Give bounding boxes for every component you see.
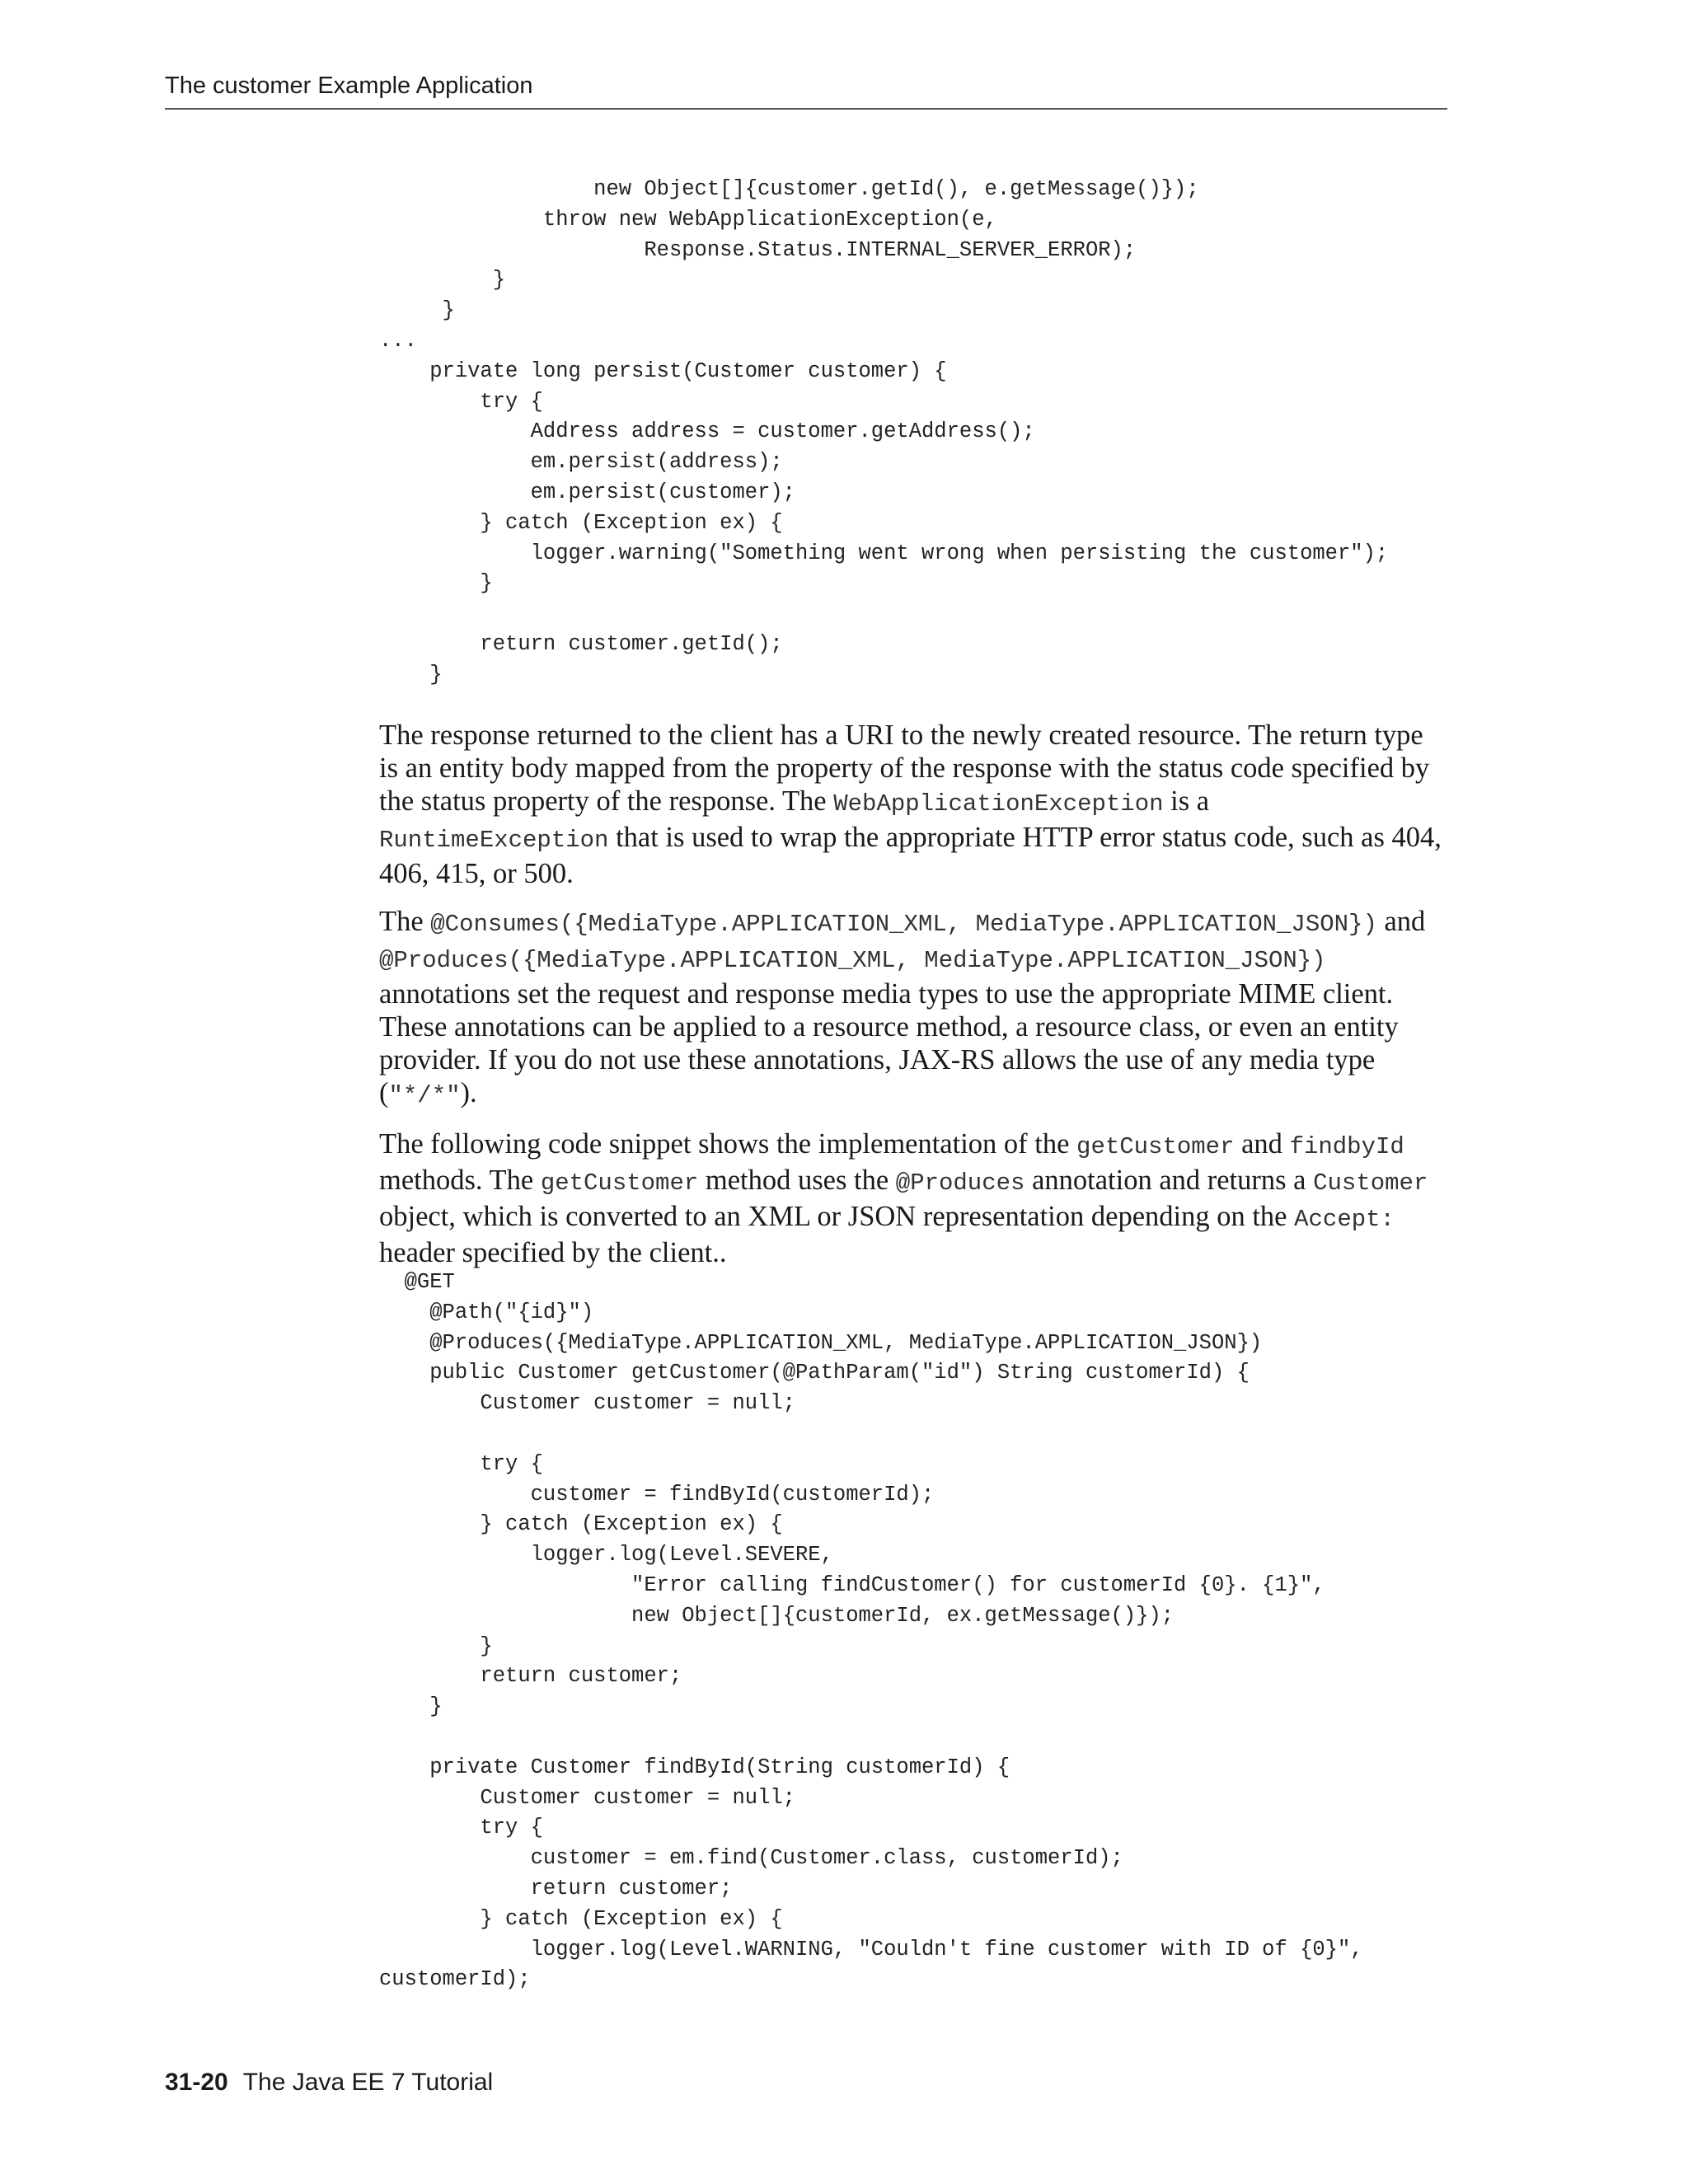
inline-code: "*/*": [388, 1082, 461, 1109]
inline-code: Accept:: [1294, 1206, 1395, 1233]
code-block-persist: new Object[]{customer.getId(), e.getMessage()}); throw new WebApplicationException(e, Response.Status.INTERNAL_SERVER_ERROR); } } ... private long persist(Customer customer) { try { Address address = customer.getAddress(); em.persist(address); em.persist(customer); } catch (Exception ex) { logger.warning("Something went wrong when persisting the customer"); } return customer.getId(); }: [379, 177, 1389, 687]
paragraph-snippet-intro: The following code snippet shows the implementation of the getCustomer and findbyId methods. The getCustomer method uses the @Produces annotation and returns a Customer object, which is converted to an XML or JSON representation depending on the Accept: header specified by the client..: [379, 1128, 1428, 1268]
paragraph-response: The response returned to the client has a URI to the newly created resource. The return type is an entity body mapped from the property of the response with the status code specified by the status property of the response. The WebApplicationException is a RuntimeException that is used to wrap the appropriate HTTP error status code, such as 404, 406, 415, or 500.: [379, 719, 1442, 889]
header-title: The customer Example Application: [165, 73, 533, 99]
inline-code: RuntimeException: [379, 827, 609, 854]
inline-code: WebApplicationException: [833, 790, 1164, 818]
page-number: 31-20: [165, 2069, 228, 2096]
book-title: The Java EE 7 Tutorial: [242, 2069, 494, 2096]
inline-code: getCustomer: [540, 1169, 699, 1197]
body-text: [379, 719, 1442, 1284]
code-block-get-customer: @GET @Path("{id}") @Produces({MediaType.APPLICATION_XML, MediaType.APPLICATION_JSON}) public Customer getCustomer(@PathParam("id") String customerId) { Customer customer = null; try { customer = findById(customerId); } catch (Exception ex) { logger.log(Level.SEVERE, "Error calling findCustomer() for customerId {0}. {1}", new Object[]{customerId, ex.getMessage()}); } return customer; } private Customer findById(String customerId) { Customer customer = null; try { customer = em.find(Customer.class, customerId); return customer; } catch (Exception ex) { logger.log(Level.WARNING, "Couldn't fine customer with ID of {0}", customerId);: [379, 1270, 1363, 1992]
inline-code: findbyId: [1289, 1133, 1404, 1160]
inline-code: getCustomer: [1076, 1133, 1235, 1160]
inline-code: @Produces: [895, 1169, 1025, 1197]
inline-code: Customer: [1313, 1169, 1428, 1197]
paragraph-annotations: The @Consumes({MediaType.APPLICATION_XML, MediaType.APPLICATION_JSON}) and @Produces({MediaType.APPLICATION_XML, MediaType.APPLICATION_JSON}) annotations set the request and response media types to use the appropriate MIME client. These annotations can be applied to a resource method, a resource class, or even an entity provider. If you do not use these annotations, JAX-RS allows the use of any media type ("*/*").: [379, 906, 1426, 1109]
inline-code: @Produces({MediaType.APPLICATION_XML, MediaType.APPLICATION_JSON}): [379, 947, 1326, 974]
inline-code: @Consumes({MediaType.APPLICATION_XML, MediaType.APPLICATION_JSON}): [430, 911, 1377, 938]
page-footer: [165, 2069, 493, 2097]
running-header: [165, 73, 1447, 110]
